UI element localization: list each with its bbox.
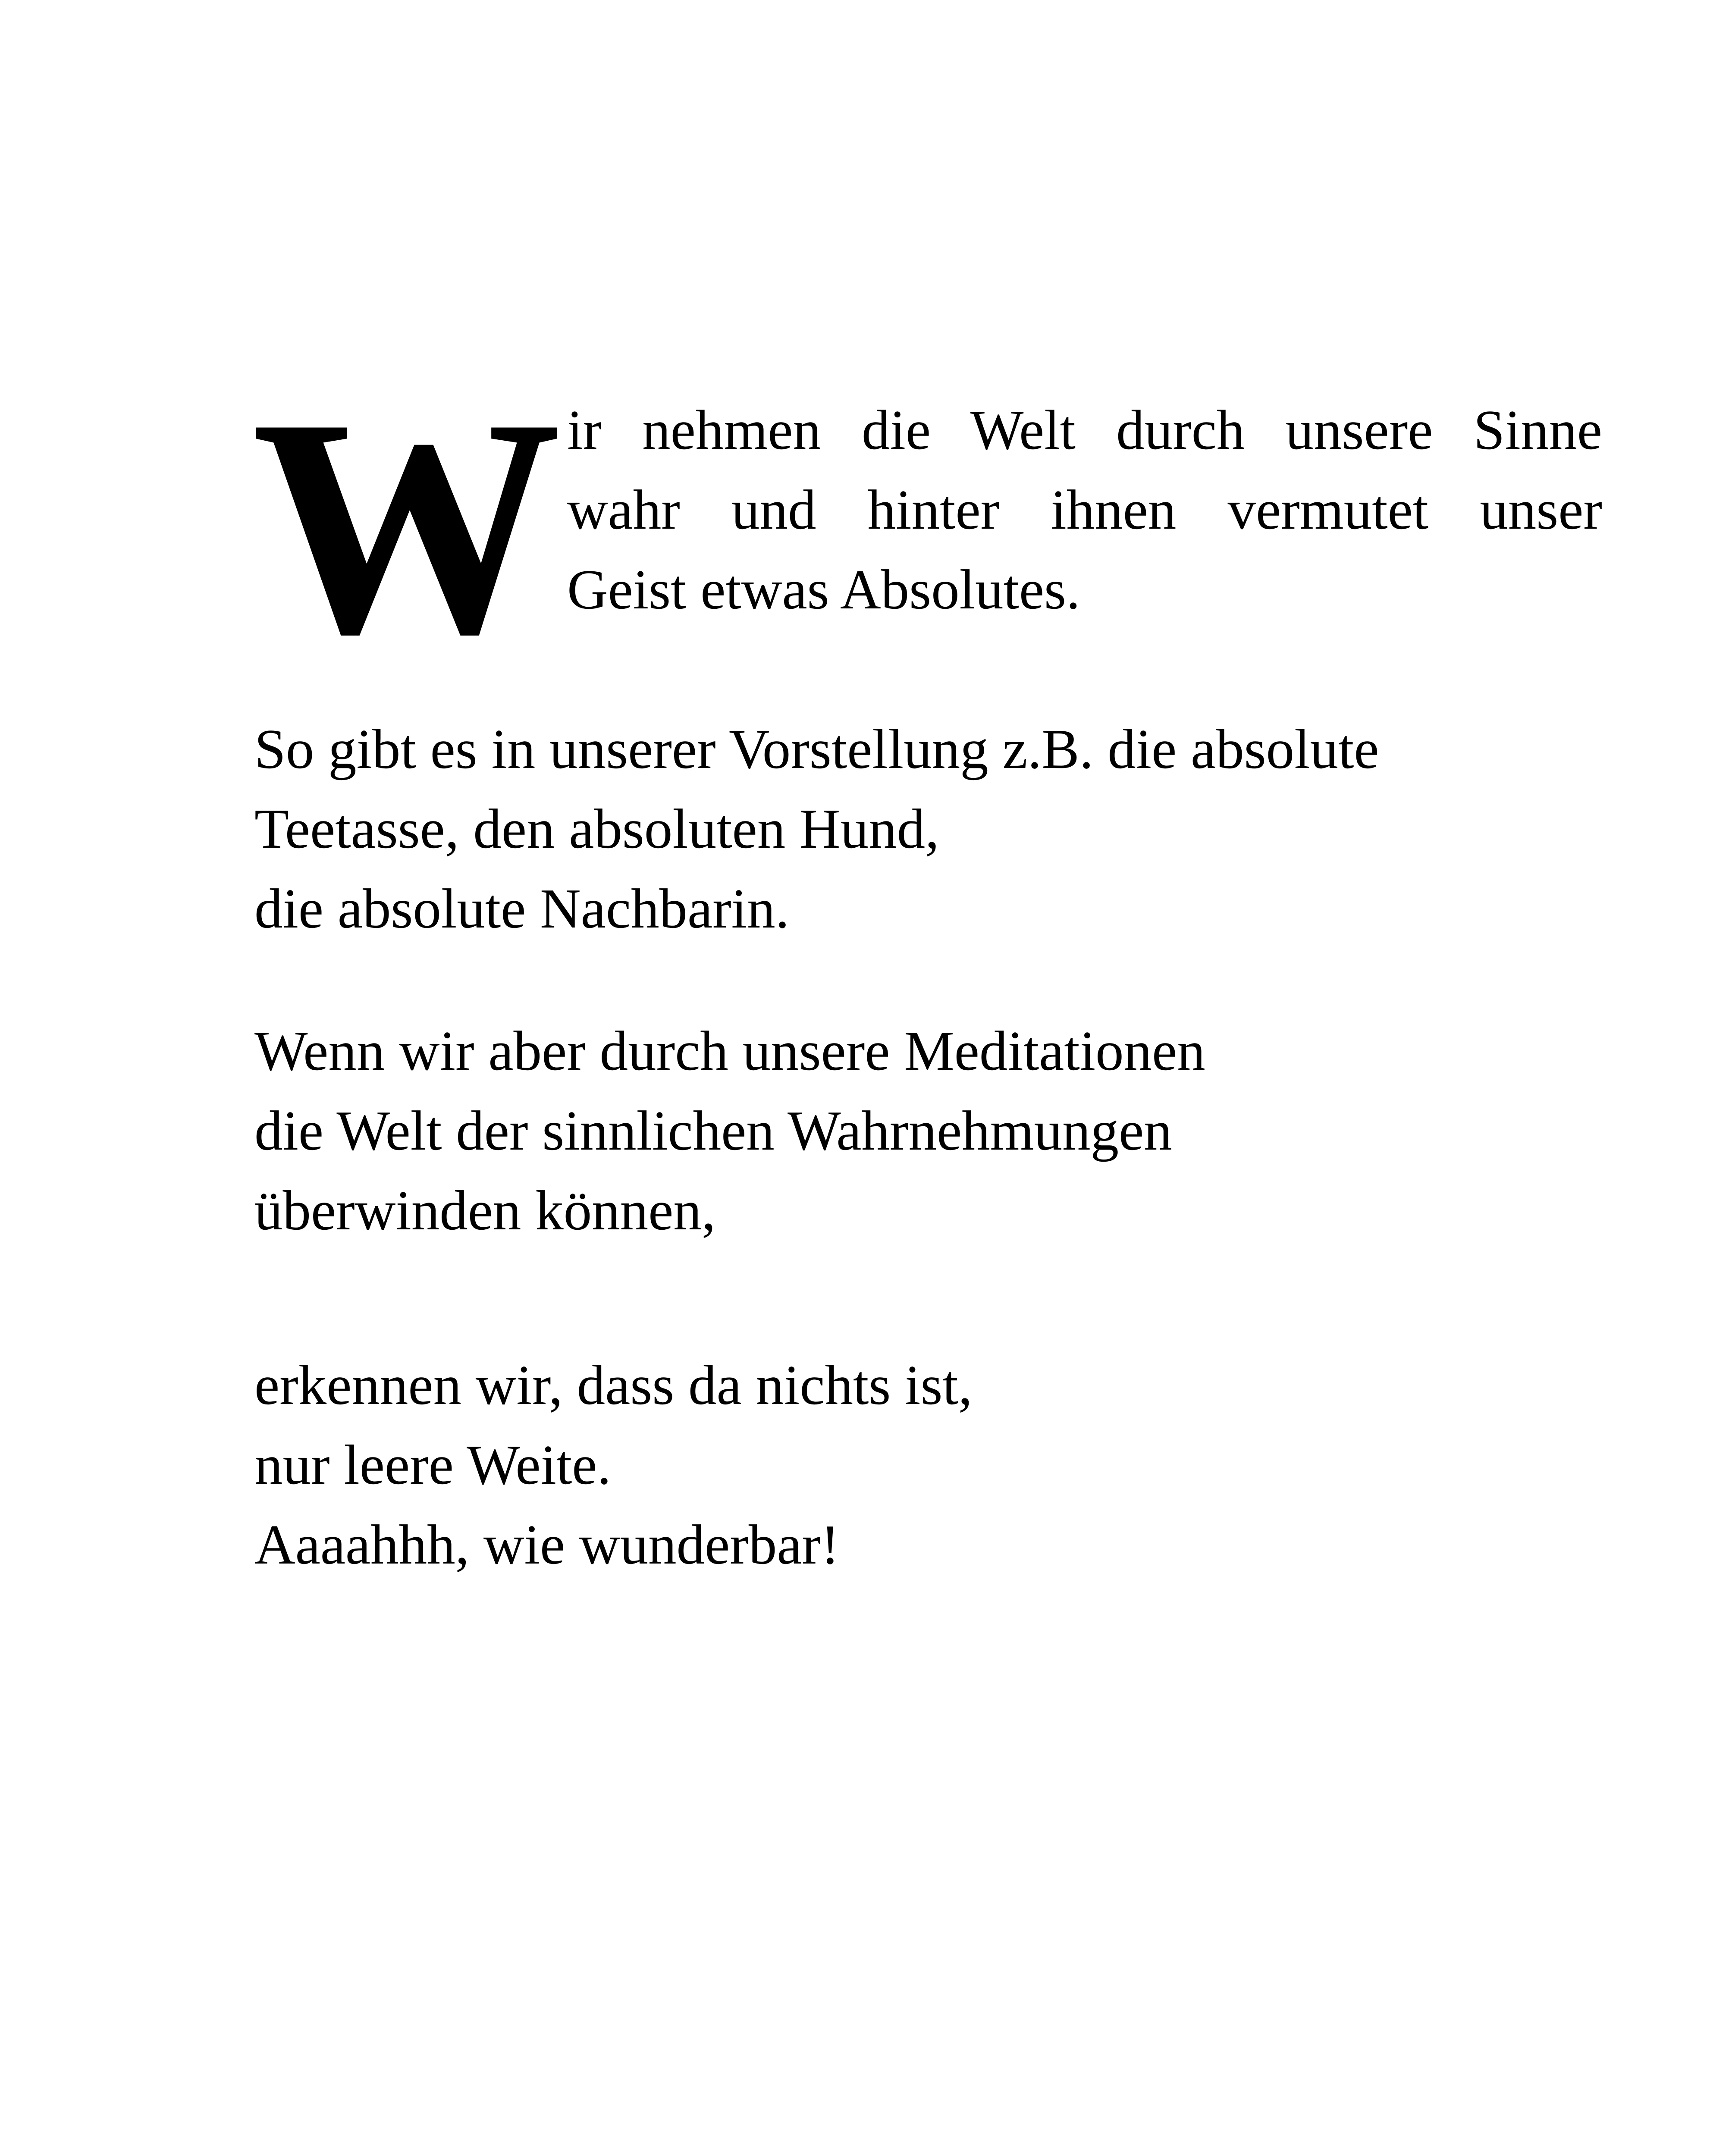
poem-line: die absolute Nachbarin. xyxy=(254,877,790,940)
poem-line: nur leere Weite. xyxy=(254,1434,612,1496)
poem-line: Teetasse, den absoluten Hund, xyxy=(254,798,939,860)
poem-line: überwinden können, xyxy=(254,1179,716,1242)
intro-line: ir nehmen die Welt durch unsere Sinne xyxy=(567,399,1602,461)
poem-line: Aaaahhh, wie wunderbar! xyxy=(254,1514,840,1576)
poem-line: die Welt der sinnlichen Wahrnehmungen xyxy=(254,1100,1172,1162)
stanza-meditation xyxy=(254,1011,1205,1250)
intro-paragraph xyxy=(567,390,1602,630)
poem-line: So gibt es in unserer Vorstellung z.B. die absolute xyxy=(254,718,1379,780)
intro-line: Geist etwas Absolutes. xyxy=(567,558,1080,621)
poem-line: Wenn wir aber durch unsere Meditationen xyxy=(254,1020,1205,1082)
drop-cap-letter: W xyxy=(251,354,562,698)
poem-line: erkennen wir, dass da nichts ist, xyxy=(254,1354,973,1416)
intro-line: wahr und hinter ihnen vermutet unser xyxy=(567,479,1602,541)
stanza-emptiness xyxy=(254,1345,973,1585)
stanza-absolute xyxy=(254,709,1379,949)
